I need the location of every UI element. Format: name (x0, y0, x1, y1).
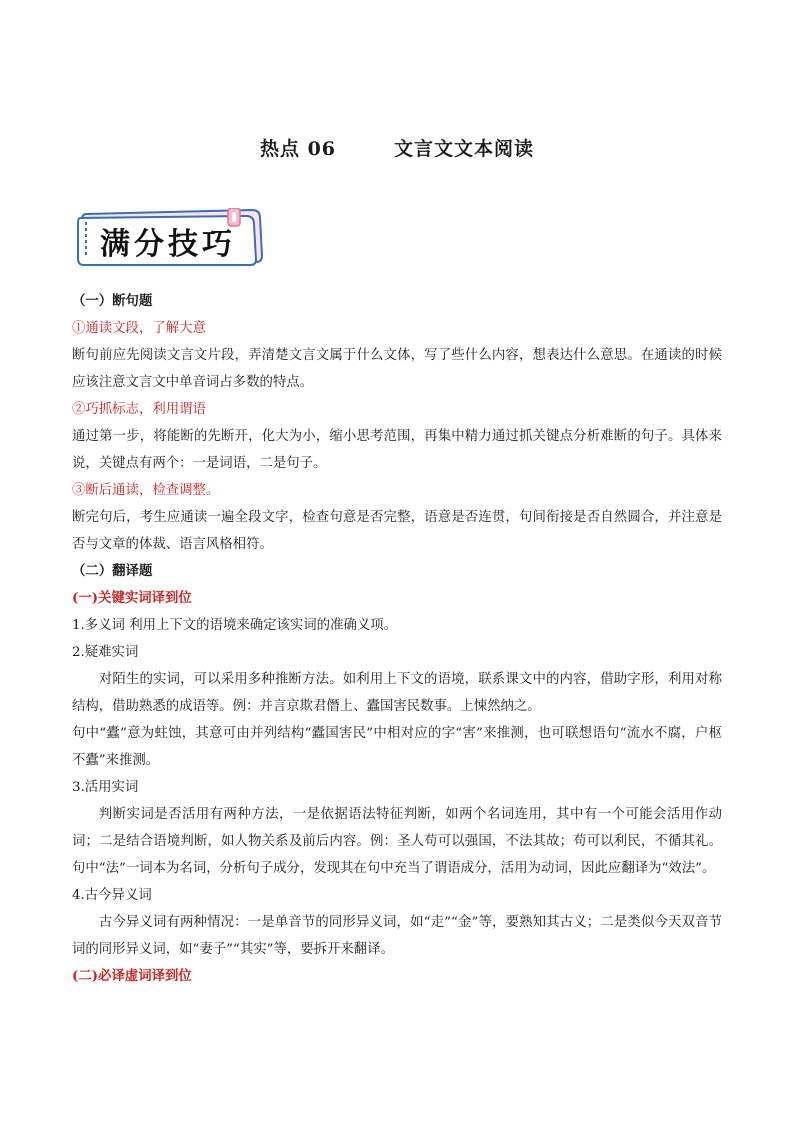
paragraph: ①通读文段，了解大意 (72, 321, 206, 336)
page-title (0, 134, 794, 161)
paragraph: 3.活用实词 (72, 780, 139, 795)
title-code: 热点 06 (259, 138, 337, 160)
paragraph: 对陌生的实词，可以采用多种推断方法。如利用上下文的语境，联系课文中的内容，借助字形，利用对称结构，借助熟悉的成语等。例：并言京欺君僭上、蠹国害民数事。上悚然纳之。 (72, 672, 722, 714)
paragraph: 2.疑难实词 (72, 645, 139, 660)
title-name: 文言文文本阅读 (394, 138, 535, 160)
paragraph: 句中“蠹”意为蛀蚀，其意可由并列结构“蠹国害民”中相对应的字“害”来推测，也可联想语句“流水不腐，户枢不蠹”来推测。 (72, 726, 722, 768)
paragraph: (一)关键实词译到位 (72, 590, 192, 606)
paragraph: 4.古今异义词 (72, 888, 152, 903)
paragraph: （一）断句题 (72, 293, 153, 309)
badge-label: 满分技巧 (100, 227, 236, 262)
section-badge (76, 208, 266, 266)
paragraph: 古今异义词有两种情况：一是单音节的同形异义词，如“走”“金”等，要熟知其古义；二是类似今天双音节词的同形异义词，如“妻子”“其实”等，要拆开来翻译。 (72, 915, 722, 957)
paragraph: 断完句后，考生应通读一遍全段文字，检查句意是否完整，语意是否连贯，句间衔接是否自然圆合，并注意是否与文章的体裁、语言风格相符。 (72, 510, 722, 552)
paragraph: 断句前应先阅读文言文片段，弄清楚文言文属于什么文体，写了些什么内容，想表达什么意思。在通读的时候应该注意文言文中单音词占多数的特点。 (72, 348, 722, 390)
paragraph: 判断实词是否活用有两种方法，一是依据语法特征判断，如两个名词连用，其中有一个可能会活用作动词；二是结合语境判断，如人物关系及前后内容。例：圣人苟可以强国，不法其故；苟可以利民，不循其礼。句中“法”一词本为名词，分析句子成分，发现其在句中充当了谓语成分，活用为动词，因此应翻译为“效法”。 (72, 807, 722, 876)
paragraph: ②巧抓标志，利用谓语 (72, 402, 206, 417)
paragraph: 通过第一步，将能断的先断开，化大为小，缩小思考范围，再集中精力通过抓关键点分析难断的句子。具体来说，关键点有两个：一是词语，二是句子。 (72, 429, 722, 471)
paragraph: （二）翻译题 (72, 563, 153, 579)
paragraph: (二)必译虚词译到位 (72, 968, 192, 984)
paragraph: ③断后通读，检查调整。 (72, 483, 220, 498)
paragraph: 1.多义词 利用上下文的语境来确定该实词的准确义项。 (72, 618, 398, 633)
document-body (72, 288, 722, 990)
